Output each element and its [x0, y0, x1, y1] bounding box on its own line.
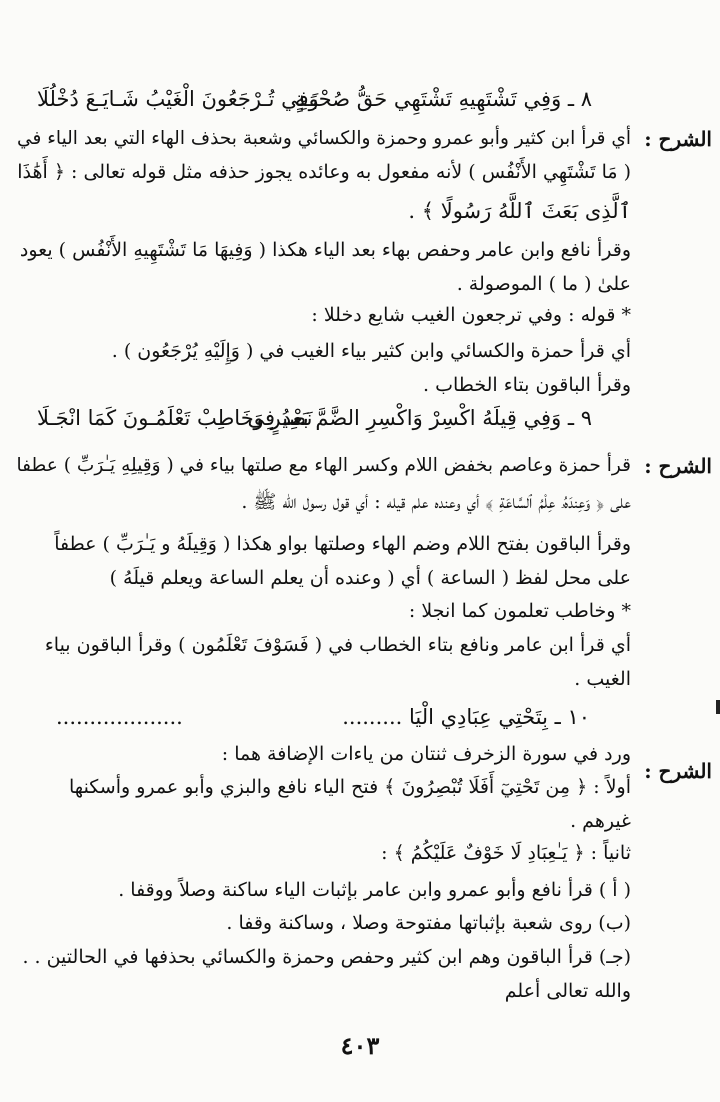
text-line: والله تعالى أعلم [504, 980, 631, 1002]
sharh-label: الشرح : [644, 759, 712, 783]
text-line: ورد في سورة الزخرف ثنتان من ياءات الإضافة هما : [221, 743, 631, 765]
text-line: أي قرأ ابن عامر ونافع بتاء الخطاب في ( فَسَوْفَ تَعْلَمُون ) وقرأ الباقون بياء [44, 634, 631, 656]
page-edge-mark [716, 700, 720, 714]
text-line: (جـ) قرأ الباقون وهم ابن كثير وحفص وحمزة والكسائي بحذفها في الحالتين . . [22, 946, 631, 968]
text-line: (ب) روى شعبة بإثباتها مفتوحة وصلا ، وساكنة وقفا . [226, 912, 631, 934]
text-line: وقرأ الباقون بتاء الخطاب . [423, 374, 631, 396]
text-line: وقرأ نافع وابن عامر وحفص بهاء بعد الياء هكذا ( وَفِيهَا مَا تَشْتَهِيهِ الأَنْفُس ) يعود [19, 239, 631, 261]
verse-8-first-hemistich: ٨ ـ وَفِي تَشْتَهِيهِ تَشْتَهِي حَقُّ صُحْبَـةٍ [294, 87, 592, 111]
verse-9-first-hemistich: ٩ ـ وَفِي قِيلَهُ اكْسِرْ وَاكْسِرِ الضَّمَّ بَعْدُ فِي [247, 406, 592, 430]
text-line: ثانياً : ﴿ يَـٰعِبَادِ لَا خَوْفٌ عَلَيْكُمُ ﴾ : [381, 842, 631, 864]
sharh-label: الشرح : [644, 454, 712, 478]
text-line: وقرأ الباقون بفتح اللام وضم الهاء وصلتها بواو هكذا ( وَقِيلَهُ و يَـٰرَبِّ ) عطفاً [54, 533, 631, 555]
text-line: أولاً : ﴿ مِن تَحْتِيٓ أَفَلَا تُبْصِرُونَ ﴾ فتح الياء نافع والبزي وأبو عمرو وأسكنها [69, 776, 631, 798]
text-line: على محل لفظ ( الساعة ) أي ( وعنده أن يعلم الساعة ويعلم قيلَهُ ) [109, 567, 631, 589]
text-line: أي قرأ ابن كثير وأبو عمرو وحمزة والكسائي وشعبة بحذف الهاء التي بعد الياء في [17, 128, 631, 149]
text-line: ( أ ) قرأ نافع وأبو عمرو وابن عامر بإثبات الياء ساكنة وصلاً ووقفا . [118, 879, 631, 901]
text-line: على ﴿ وَعِندَهُۥ عِلْمُ ٱلسَّاعَةِ ﴾ أي وعنده علم قيله : أي قول رسول الله ﷺ . [241, 491, 631, 513]
verse-8-second-hemistich: وَفِي تُـرْجَعُونَ الْغَيْبُ شَـايَـعَ دُخْلُلَا [37, 87, 319, 111]
text-line: ( مَا تَشْتَهِي الأَنْفُس ) لأنه مفعول به وعائده يجوز حذفه مثل قوله تعالى : ﴿ أَهَٰذَا [17, 161, 631, 183]
text-line: قرأ حمزة وعاصم بخفض اللام وكسر الهاء مع صلتها بياء في ( وَقِيلِهِ يَـٰرَبِّ ) عطفا [16, 455, 631, 476]
text-line: * وخاطب تعلمون كما انجلا : [408, 600, 631, 622]
text-line: أي قرأ حمزة والكسائي وابن كثير بياء الغيب في ( وَإِلَيْهِ يُرْجَعُون ) . [111, 340, 631, 362]
quran-quote-line: ٱلَّذِى بَعَثَ ٱللَّهُ رَسُولًا ﴾ . [408, 199, 631, 223]
verse-9-second-hemistich: نَصِيرٍ وَخَاطِبْ تَعْلَمُـونَ كَمَا انْجَـلَا [37, 406, 313, 430]
text-line: علىٰ ( ما ) الموصولة . [456, 273, 631, 295]
text-line: غيرهم . [570, 810, 631, 832]
page-number: ٤٠٣ [340, 1031, 380, 1060]
text-line: الغيب . [574, 668, 631, 690]
sharh-label: الشرح : [644, 127, 712, 151]
verse-10-second-hemistich: ................... [56, 705, 183, 729]
verse-10-first-hemistich: ١٠ ـ بِتَحْتِي عِبَادِي الْيَا ......... [342, 705, 590, 729]
text-line: * قوله : وفي ترجعون الغيب شايع دخللا : [311, 304, 631, 326]
